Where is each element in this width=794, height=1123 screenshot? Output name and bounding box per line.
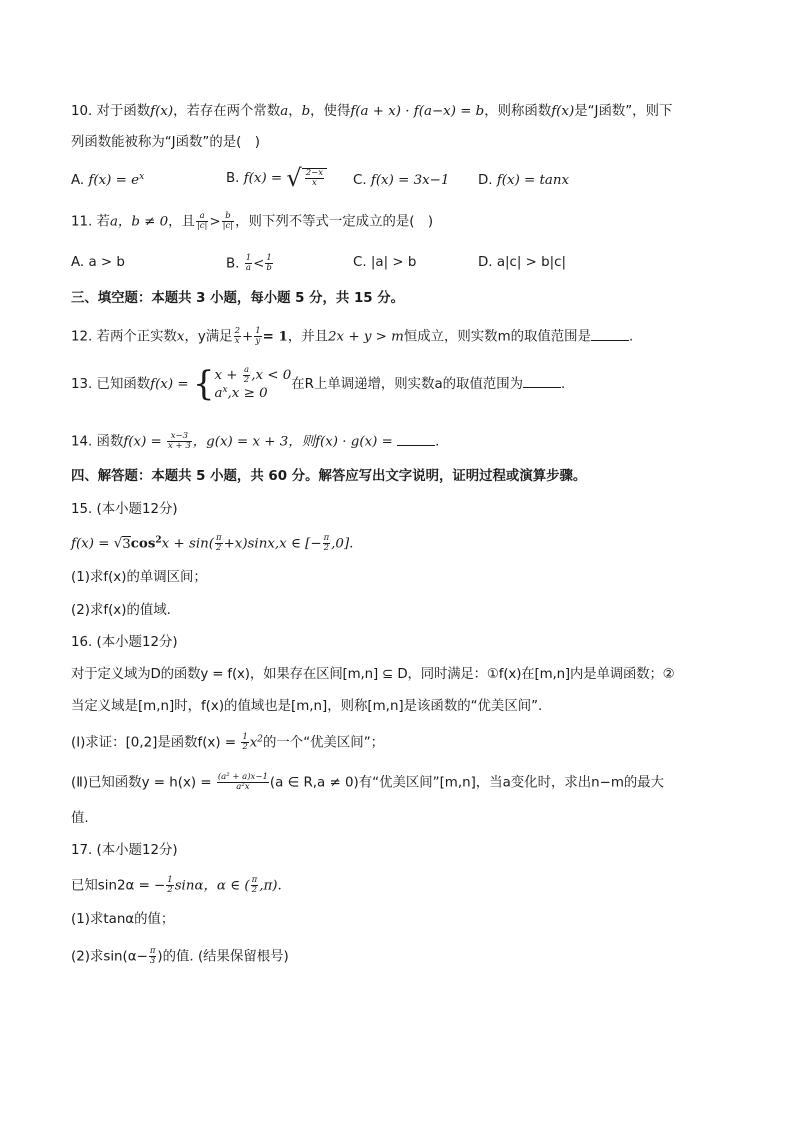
text: ，则称函数 — [484, 104, 552, 119]
math: f(a + x) · f(a−x) = b — [350, 104, 485, 119]
text: ，若存在两个常数 — [173, 104, 281, 119]
numerator: 1 — [167, 875, 173, 885]
fraction — [254, 327, 261, 346]
denominator: 3 — [149, 956, 156, 966]
fraction — [323, 534, 331, 553]
sup: x — [139, 172, 145, 182]
q17-part2 — [71, 947, 289, 967]
denominator: 2 — [216, 543, 222, 553]
fraction — [234, 327, 241, 346]
fraction — [166, 876, 173, 895]
q14-stem — [71, 432, 439, 452]
math: ,π). — [259, 878, 282, 894]
numerator: x−3 — [167, 432, 192, 442]
q10-option-c — [353, 172, 449, 190]
numerator: 2 — [234, 326, 240, 336]
q10-option-d — [478, 172, 569, 190]
denominator: |c| — [222, 221, 234, 231]
numerator: a — [196, 212, 209, 222]
math: f(x) = tanx — [496, 173, 570, 188]
math: f(x) = e — [88, 173, 140, 188]
q12-stem — [71, 327, 633, 347]
answer-blank[interactable] — [397, 433, 435, 446]
math: 3 — [122, 536, 131, 552]
fraction — [245, 254, 252, 273]
fraction — [217, 773, 269, 792]
text: . — [435, 434, 440, 450]
q11-option-d: D. a|c| > b|c| — [478, 255, 567, 270]
text: ，且 — [168, 214, 195, 230]
text: 已知sin2α = − — [71, 878, 166, 894]
numerator: 1 — [255, 326, 261, 336]
numerator: π — [251, 875, 258, 885]
q16-title: 16. (本小题12分) — [71, 635, 178, 650]
text: ，y满足 — [184, 329, 233, 345]
math: ,x < 0 — [251, 368, 292, 383]
math: 2x + y > m — [328, 329, 404, 345]
text: 14. 函数 — [71, 434, 124, 450]
fraction — [251, 876, 259, 895]
numerator: 2−x — [305, 167, 324, 178]
math: f(x) = — [150, 377, 193, 392]
math: f(x) — [150, 104, 174, 119]
q10-line1 — [71, 103, 672, 121]
denominator: 2 — [323, 543, 330, 553]
denominator: |c| — [196, 221, 208, 231]
numerator: a — [243, 365, 250, 375]
text: ，并且 — [287, 329, 329, 345]
fraction — [196, 212, 209, 231]
answer-blank[interactable] — [523, 375, 561, 388]
section-3-heading: 三、填空题：本题共 3 小题，每小题 5 分，共 15 分。 — [71, 291, 405, 306]
q11-option-b — [226, 254, 274, 274]
q15-title: 15. (本小题12分) — [71, 502, 178, 517]
math: x — [249, 735, 258, 751]
q11-option-c: C. |a| > b — [353, 255, 417, 270]
denominator: a — [245, 263, 251, 273]
fraction — [265, 254, 272, 273]
math: + — [242, 329, 254, 345]
fraction — [222, 212, 235, 231]
text: (2)求sin(α− — [71, 949, 148, 965]
q15-part1: (1)求f(x)的单调区间； — [71, 570, 207, 585]
numerator: 1 — [245, 253, 252, 263]
math: a — [214, 386, 223, 401]
math: +x)sinx,x ∈ [− — [223, 536, 322, 552]
math: f(x) · g(x) = — [315, 434, 398, 450]
math: ,0]. — [331, 536, 354, 552]
math: a — [280, 104, 289, 119]
sup: 2 — [257, 734, 264, 745]
q16-part2 — [71, 773, 664, 793]
fraction — [215, 534, 223, 553]
math: a，b ≠ 0 — [109, 214, 169, 230]
math: < — [253, 256, 265, 272]
math: cos — [130, 535, 156, 552]
label: C. — [353, 173, 367, 188]
math: ,x ≥ 0 — [227, 386, 268, 401]
numerator: 1 — [266, 253, 272, 263]
text: 在R上单调递增，则实数a的取值范围为 — [291, 377, 524, 392]
numerator: π — [149, 946, 156, 956]
text: 13. 已知函数 — [71, 377, 151, 392]
text: ，使得 — [310, 104, 351, 119]
sup: x — [222, 385, 228, 395]
text: 的一个“优美区间”； — [263, 735, 385, 751]
q17-given — [71, 876, 282, 896]
math: x + — [214, 368, 242, 383]
text: 是“J函数”，则下 — [574, 104, 673, 119]
text: 12. 若两个正实数 — [71, 329, 177, 345]
q17-title: 17. (本小题12分) — [71, 843, 178, 858]
fraction — [149, 947, 157, 966]
denominator: x — [234, 336, 240, 346]
q10-option-b — [226, 166, 327, 190]
text: (Ⅱ)已知函数y = h(x) = — [71, 775, 216, 791]
text: ， — [288, 104, 302, 119]
piecewise-cases — [214, 366, 291, 402]
text: 恒成立，则实数m的取值范围是 — [403, 329, 591, 345]
label: B. — [226, 171, 240, 186]
text: 10. 对于函数 — [71, 104, 151, 119]
math: x — [176, 329, 185, 345]
text: )的值. (结果保留根号) — [157, 949, 289, 965]
q10-line2: 列函数能被称为“J函数”的是( ) — [71, 135, 260, 150]
math: > — [209, 214, 221, 230]
q11-option-a: A. a > b — [71, 255, 125, 270]
sqrt: √ $\frac{2-x}{x}$ — [286, 166, 327, 190]
q16-part1 — [71, 733, 384, 753]
fraction — [167, 432, 192, 451]
denominator: x — [311, 177, 317, 188]
q16-part2-cont: 值. — [71, 811, 89, 826]
q11-stem — [71, 212, 433, 232]
denominator: a²x — [236, 782, 250, 792]
numerator: 1 — [242, 732, 248, 742]
denominator: 2 — [251, 885, 258, 895]
label: D. — [478, 173, 493, 188]
denominator: b — [266, 263, 272, 273]
label: B. — [226, 256, 240, 272]
text: . — [561, 377, 566, 392]
denominator: y — [255, 336, 261, 346]
numerator: π — [323, 533, 330, 543]
q16-line1: 对于定义域为D的函数y = f(x)，如果存在区间[m,n] ⊆ D，同时满足：①f(x)在[m,n]内是单调函数；② — [71, 667, 675, 682]
q15-function: $f(x) = √3\cos^2x + \sin$( $\frac{\pi}{2}$ +x)sinx,x ∈ [− $\frac{\pi}{2}$ ,0]. — [71, 533, 354, 553]
denominator: x + 3 — [168, 441, 191, 451]
sup: 2 — [155, 535, 162, 546]
numerator: (a² + a)x−1 — [217, 772, 268, 782]
denominator: 2 — [167, 885, 173, 895]
math: f(x) = — [123, 434, 167, 450]
q17-part1: (1)求tanα的值； — [71, 912, 175, 927]
math: ，g(x) = x + 3，则 — [192, 434, 316, 450]
math: sinα，α ∈ ( — [174, 878, 250, 894]
text: 11. 若 — [71, 214, 110, 230]
math: = 1 — [262, 328, 288, 345]
text: . — [628, 329, 634, 345]
text: (Ⅰ)求证：[0,2]是函数f(x) = — [71, 735, 241, 751]
text: (a ∈ R,a ≠ 0)有“优美区间”[m,n]，当a变化时，求出n−m的最大 — [269, 775, 665, 791]
answer-blank[interactable] — [591, 328, 629, 341]
section-4-heading: 四、解答题：本题共 5 小题，共 60 分。解答应写出文字说明，证明过程或演算步骤。 — [71, 469, 587, 484]
q10-option-a — [71, 172, 144, 190]
denominator: 2 — [242, 742, 248, 752]
math: f(x) — [551, 104, 575, 119]
fraction — [241, 733, 248, 752]
numerator: b — [222, 212, 235, 222]
text: ，则下列不等式一定成立的是( ) — [235, 214, 434, 230]
math: f(x) = 3x−1 — [370, 173, 450, 188]
q15-part2: (2)求f(x)的值域. — [71, 603, 171, 618]
denominator: 2 — [243, 375, 250, 385]
numerator: π — [215, 533, 222, 543]
q16-line2: 当定义域是[m,n]时，f(x)的值域也是[m,n]，则称[m,n]是该函数的“优美区间”. — [71, 699, 543, 714]
math: x + sin( — [161, 536, 214, 552]
q13-stem: 13. 已知函数f(x) = { x + $\frac{a}{2}$ ,x < 0 $a^x,x \ge 0$ 在R上单调递增，则实数a的取值范围为 . — [71, 364, 566, 404]
math: f(x) = — [71, 536, 114, 552]
math: b — [301, 104, 311, 119]
label: A. — [71, 173, 85, 188]
math: f(x) = — [243, 171, 287, 186]
